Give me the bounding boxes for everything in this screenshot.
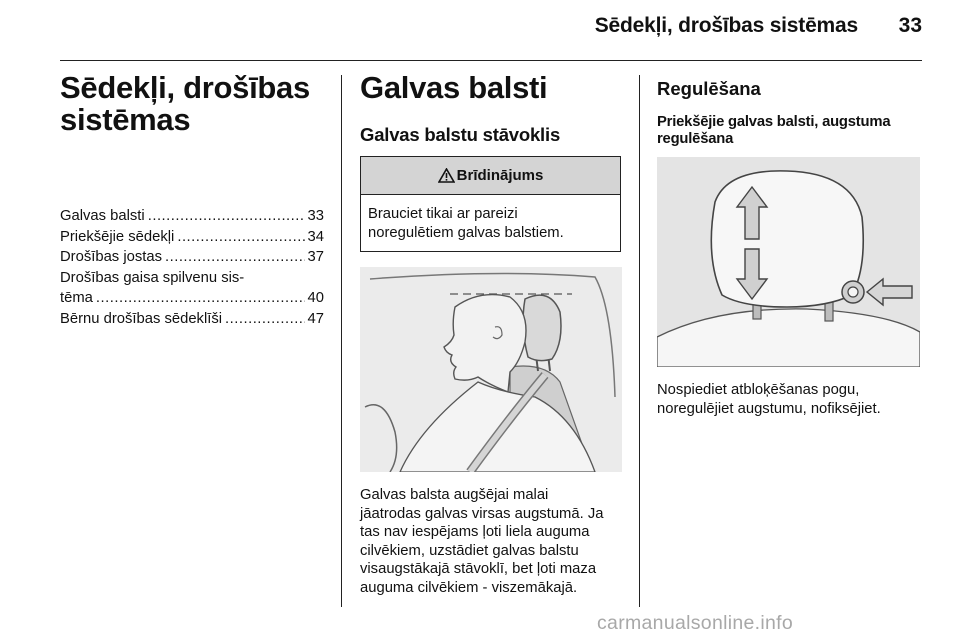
warning-header: [361, 157, 620, 195]
toc-leader-dots: [165, 247, 305, 268]
section-column: [360, 72, 622, 252]
toc-entry-label: Priekšējie sēdekļi: [60, 228, 175, 245]
warning-box: [360, 156, 621, 252]
adjustment-subtitle-line-1: Priekšējie galvas balsti, augstuma: [657, 114, 891, 130]
section-title: Galvas balsti: [360, 70, 548, 105]
toc-entry-page: 37: [307, 249, 324, 266]
toc-entry[interactable]: [60, 206, 324, 227]
adjustment-text: [657, 381, 922, 418]
toc-entry[interactable]: [60, 309, 324, 330]
headrest-position-illustration: [360, 267, 622, 472]
column-divider-2: [639, 75, 640, 607]
toc-entry[interactable]: [60, 227, 324, 248]
chapter-column: [60, 72, 324, 330]
toc-leader-dots: [225, 309, 305, 330]
paragraph-line: tas nav iespējams ļoti liela auguma: [360, 524, 590, 541]
paragraph-line: auguma cilvēkiem - viszemākajā.: [360, 579, 578, 596]
paragraph-line: Nospiediet atbloķēšanas pogu,: [657, 382, 860, 398]
warning-text: [361, 195, 620, 251]
toc-leader-dots: [148, 206, 305, 227]
chapter-title-line-2: sistēmas: [60, 102, 191, 137]
running-header-title: Sēdekļi, drošības sistēmas: [594, 14, 858, 37]
toc-entry-page: 40: [307, 290, 324, 307]
adjustment-title: Regulēšana: [657, 78, 761, 99]
adjustment-subtitle-line-2: regulēšana: [657, 131, 734, 147]
toc-entry-multiline[interactable]: [60, 268, 324, 309]
paragraph-line: jāatrodas galvas virsas augstumā. Ja: [360, 505, 604, 522]
warning-triangle-icon: [438, 168, 455, 183]
toc-entry-label-line-1: Drošības gaisa spilvenu sis-: [60, 269, 245, 286]
toc-leader-dots: [177, 227, 304, 248]
header-rule: [60, 60, 922, 61]
headrest-adjustment-drawing: [657, 157, 920, 367]
toc-entry[interactable]: [60, 247, 324, 268]
paragraph-line: visaugstākajā stāvoklī, bet ļoti maza: [360, 561, 597, 578]
chapter-title: [60, 72, 324, 136]
paragraph-line: Galvas balsta augšējai malai: [360, 487, 549, 503]
warning-text-line-1: Brauciet tikai ar pareizi: [368, 206, 518, 222]
headrest-adjustment-illustration: [657, 157, 920, 367]
toc-entry-label: Bērnu drošības sēdeklīši: [60, 310, 223, 327]
toc-entry-page: 47: [307, 310, 324, 327]
toc-entry-label: Drošības jostas: [60, 249, 162, 266]
page-number: 33: [898, 14, 922, 37]
toc-entry-page: 33: [307, 208, 324, 224]
adjustment-subtitle: [657, 114, 922, 148]
toc-entry-label: Galvas balsti: [60, 208, 145, 224]
subsection-title: Galvas balstu stāvoklis: [360, 124, 561, 145]
chapter-title-line-1: Sēdekļi, drošības: [60, 70, 310, 105]
toc-leader-dots: [96, 288, 305, 309]
column-divider-1: [341, 75, 342, 607]
toc-entry-page: 34: [307, 228, 324, 245]
headrest-position-text: [360, 486, 624, 598]
warning-title: Brīdinājums: [456, 167, 544, 184]
driver-headrest-drawing: [360, 267, 622, 472]
warning-text-line-2: noregulētiem galvas balstiem.: [368, 224, 564, 241]
toc-entry-label: tēma: [60, 290, 93, 307]
watermark: carmanualsonline.info: [597, 612, 793, 634]
adjustment-column: [657, 72, 922, 148]
paragraph-line: noregulējiet augstumu, nofiksējiet.: [657, 400, 881, 417]
paragraph-line: cilvēkiem, uzstādiet galvas balstu: [360, 542, 579, 559]
table-of-contents: [60, 206, 324, 330]
